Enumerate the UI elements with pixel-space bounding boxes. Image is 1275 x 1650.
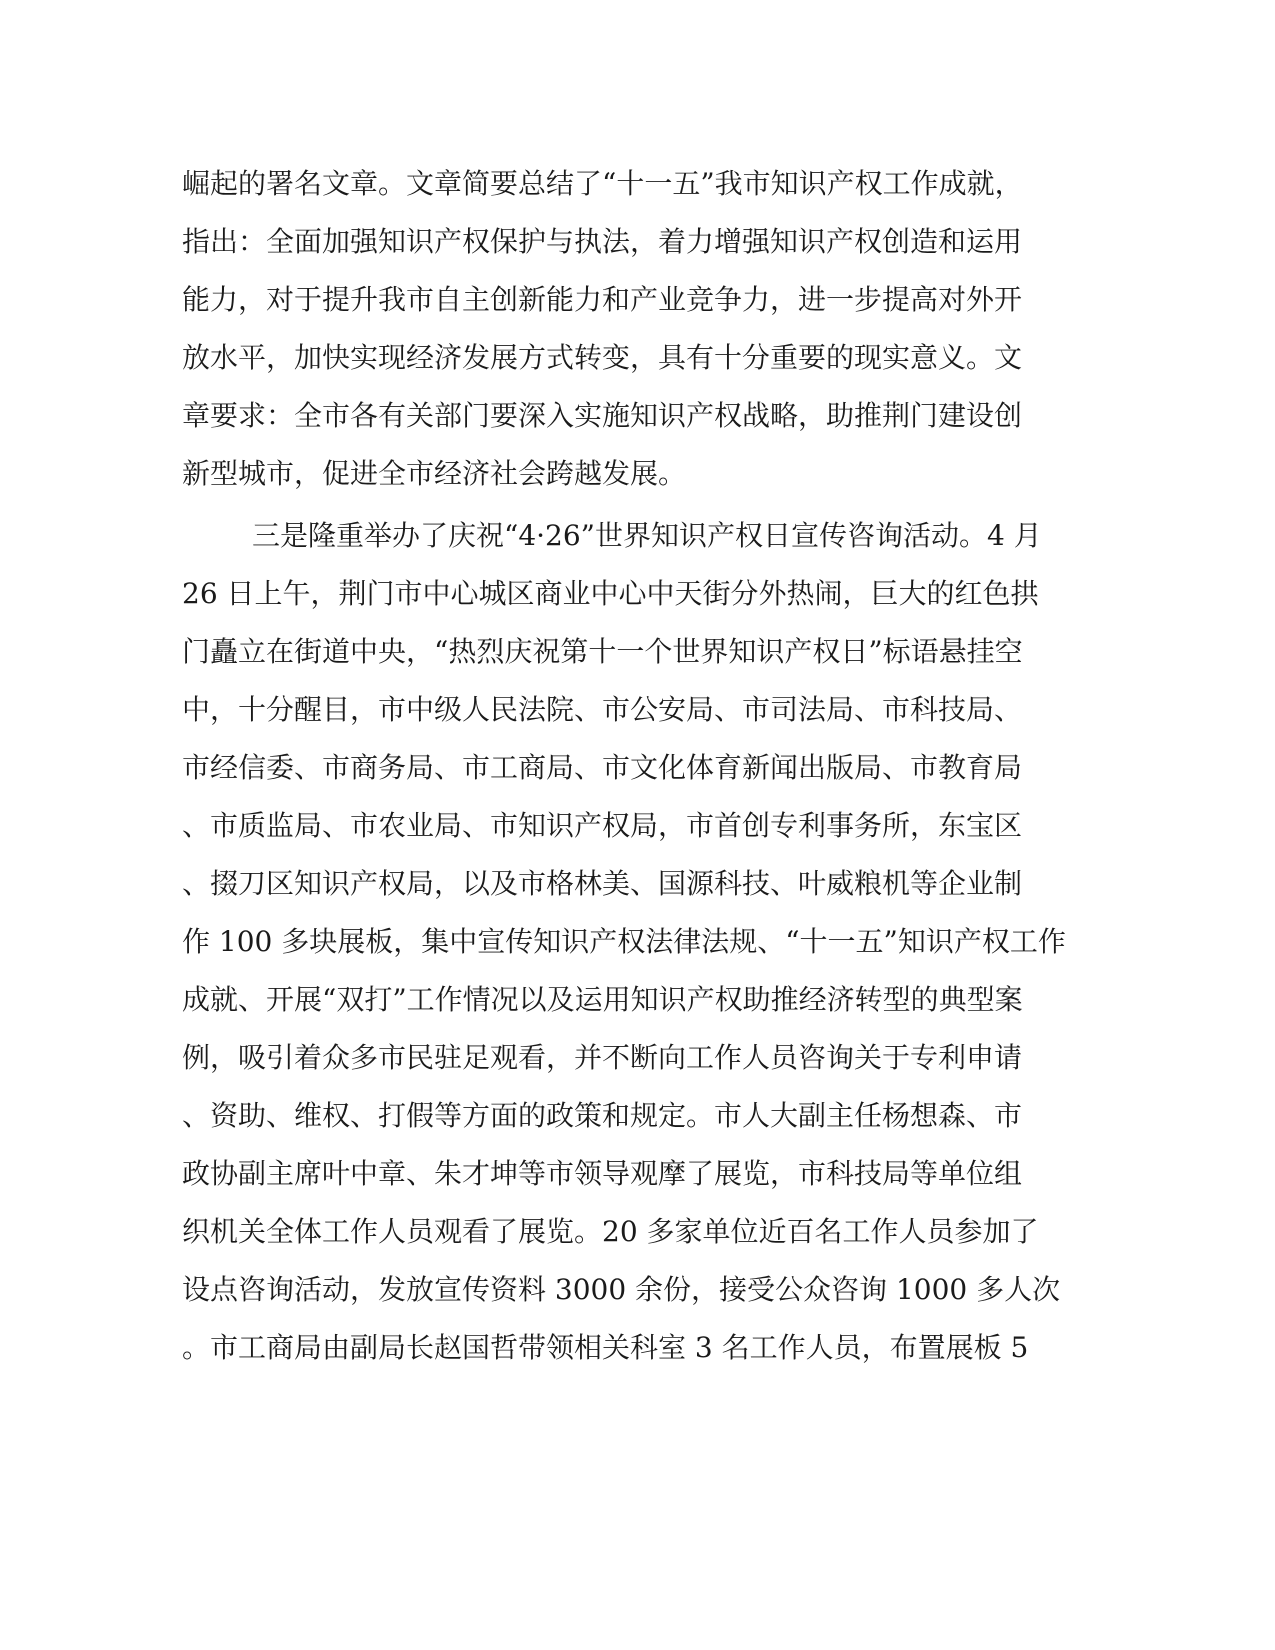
paragraph-1-line-1: 崛起的署名文章。文章简要总结了“十一五”我市知识产权工作成就，	[182, 167, 1023, 200]
paragraph-1-line-2: 指出：全面加强知识产权保护与执法，着力增强知识产权创造和运用	[182, 225, 1023, 258]
paragraph-2-line-5: 市经信委、市商务局、市工商局、市文化体育新闻出版局、市教育局	[182, 751, 1023, 784]
paragraph-2-line-11: 、资助、维权、打假等方面的政策和规定。市人大副主任杨想森、市	[182, 1099, 1023, 1132]
paragraph-2-line-6: 、市质监局、市农业局、市知识产权局，市首创专利事务所，东宝区	[182, 809, 1023, 842]
paragraph-2-line-7: 、掇刀区知识产权局，以及市格林美、国源科技、叶威粮机等企业制	[182, 867, 1023, 900]
paragraph-2-line-9: 成就、开展“双打”工作情况以及运用知识产权助推经济转型的典型案	[182, 983, 1023, 1016]
paragraph-2-line-13: 织机关全体工作人员观看了展览。20 多家单位近百名工作人员参加了	[182, 1215, 1039, 1248]
paragraph-1-line-6: 新型城市，促进全市经济社会跨越发展。	[182, 457, 687, 490]
paragraph-2-line-3: 门矗立在街道中央，“热烈庆祝第十一个世界知识产权日”标语悬挂空	[182, 635, 1023, 668]
paragraph-1-line-5: 章要求：全市各有关部门要深入实施知识产权战略，助推荆门建设创	[182, 399, 1023, 432]
paragraph-2-line-1: 三是隆重举办了庆祝“4·26”世界知识产权日宣传咨询活动。4 月	[252, 519, 1042, 552]
paragraph-2-line-10: 例，吸引着众多市民驻足观看，并不断向工作人员咨询关于专利申请	[182, 1041, 1023, 1074]
paragraph-2-line-15: 。市工商局由副局长赵国哲带领相关科室 3 名工作人员，布置展板 5	[182, 1331, 1029, 1364]
paragraph-1-line-3: 能力，对于提升我市自主创新能力和产业竞争力，进一步提高对外开	[182, 283, 1023, 316]
paragraph-1-line-4: 放水平，加快实现经济发展方式转变，具有十分重要的现实意义。文	[182, 341, 1023, 374]
paragraph-2-line-8: 作 100 多块展板，集中宣传知识产权法律法规、“十一五”知识产权工作	[182, 925, 1066, 958]
paragraph-2-line-14: 设点咨询活动，发放宣传资料 3000 余份，接受公众咨询 1000 多人次	[182, 1273, 1061, 1306]
paragraph-2-line-12: 政协副主席叶中章、朱才坤等市领导观摩了展览，市科技局等单位组	[182, 1157, 1023, 1190]
paragraph-2-line-2: 26 日上午，荆门市中心城区商业中心中天街分外热闹，巨大的红色拱	[182, 577, 1039, 610]
paragraph-2-line-4: 中，十分醒目，市中级人民法院、市公安局、市司法局、市科技局、	[182, 693, 1023, 726]
